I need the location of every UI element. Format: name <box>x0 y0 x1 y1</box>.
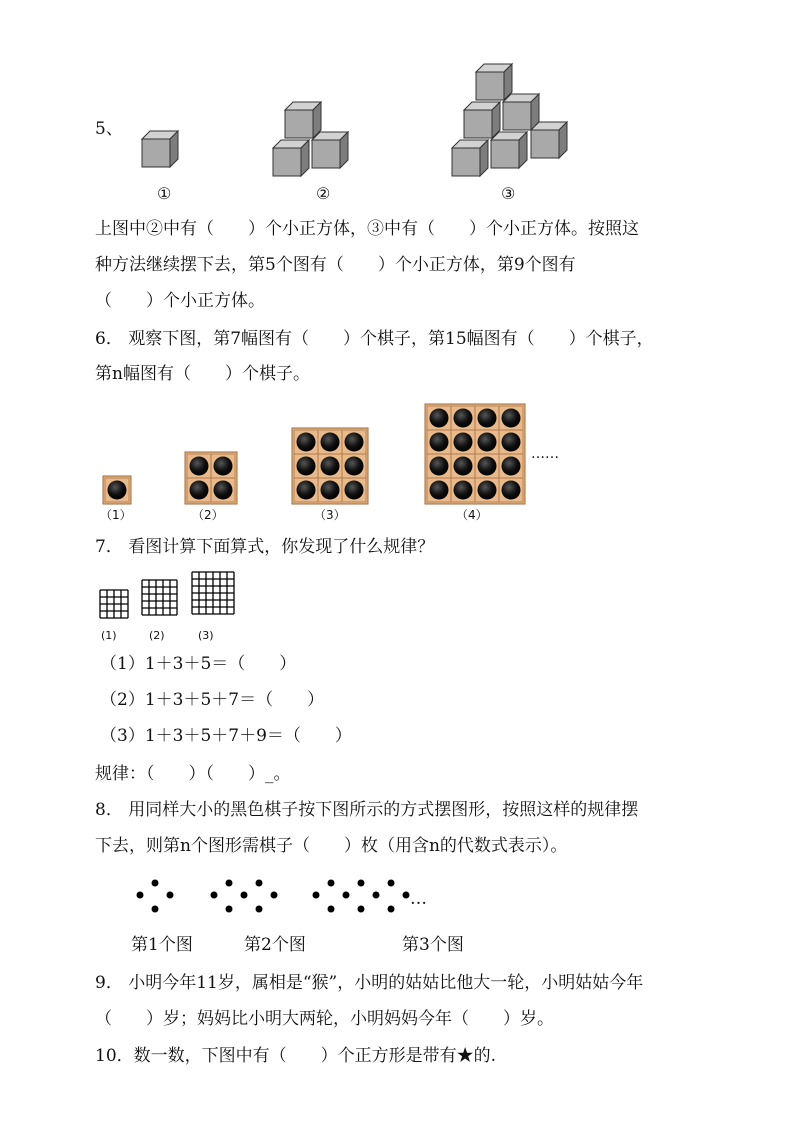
q7-equation-2: （2）1＋3＋5＋7＝（ ） <box>100 690 325 710</box>
q8-ellipsis: … <box>410 889 427 909</box>
dot <box>256 906 263 913</box>
q5-text-line3: （ ）个小正方体。 <box>95 291 265 311</box>
q7-text-line1: 7． 看图计算下面算式，你发现了什么规律？ <box>95 537 435 557</box>
q6-ellipsis: …… <box>531 446 559 462</box>
q8-fig2-label: 第2个图 <box>244 935 306 955</box>
q6-fig1-label: （1） <box>100 508 132 522</box>
q5-fig2-label: ② <box>316 184 331 203</box>
q8-text-line2: 下去，则第n个图形需棋子（ ）枚（用含n的代数式表示）。 <box>95 836 568 856</box>
dot <box>152 880 159 887</box>
dot <box>343 892 350 899</box>
q6-fig2-label: （2） <box>192 508 224 522</box>
q9-text-line2: （ ）岁；妈妈比小明大两轮，小明妈妈今年（ ）岁。 <box>95 1009 554 1029</box>
dot <box>256 880 263 887</box>
q5-fig3-label: ③ <box>501 184 516 203</box>
dot <box>328 880 335 887</box>
q5-fig1-label: ① <box>157 184 172 203</box>
q6-text-line1: 6． 观察下图，第7幅图有（ ）个棋子，第15幅图有（ ）个棋子， <box>95 329 654 349</box>
q8-text-line1: 8． 用同样大小的黑色棋子按下图所示的方式摆图形，按照这样的规律摆 <box>95 800 639 820</box>
dot <box>313 892 320 899</box>
q7-equation-3: （3）1＋3＋5＋7＋9＝（ ） <box>100 726 352 746</box>
q5-text-line2: 种方法继续摆下去，第5个图有（ ）个小正方体，第9个图有 <box>95 255 576 275</box>
dot <box>167 892 174 899</box>
dot <box>211 892 218 899</box>
dot <box>358 880 365 887</box>
dot <box>271 892 278 899</box>
q5-number: 5、 <box>95 119 123 139</box>
q10-text-line1: 10．数一数，下图中有（ ）个正方形是带有★的. <box>95 1046 497 1066</box>
dot <box>137 892 144 899</box>
q5-text-line1: 上图中②中有（ ）个小正方体，③中有（ ）个小正方体。按照这 <box>95 219 639 239</box>
q7-rule: 规律：（ ）（ ）_。 <box>95 764 291 784</box>
dot <box>152 906 159 913</box>
q6-fig3-label: （3） <box>314 508 346 522</box>
dot <box>226 906 233 913</box>
dot <box>388 906 395 913</box>
q7-fig2-label: (2) <box>149 629 165 642</box>
q8-fig3-label: 第3个图 <box>402 935 464 955</box>
dot <box>226 880 233 887</box>
q6-text-line2: 第n幅图有（ ）个棋子。 <box>95 364 310 384</box>
q6-fig4-label: （4） <box>456 508 488 522</box>
dot <box>388 880 395 887</box>
dot <box>403 892 410 899</box>
q7-fig1-label: (1) <box>101 629 117 642</box>
q7-fig3-label: (3) <box>198 629 214 642</box>
dot <box>241 892 248 899</box>
dot <box>358 906 365 913</box>
q8-fig1-label: 第1个图 <box>131 935 193 955</box>
dot <box>373 892 380 899</box>
q7-equation-1: （1）1＋3＋5＝（ ） <box>100 654 297 674</box>
dot <box>328 906 335 913</box>
q9-text-line1: 9． 小明今年11岁，属相是“猴”，小明的姑姑比他大一轮，小明姑姑今年 <box>95 973 644 993</box>
